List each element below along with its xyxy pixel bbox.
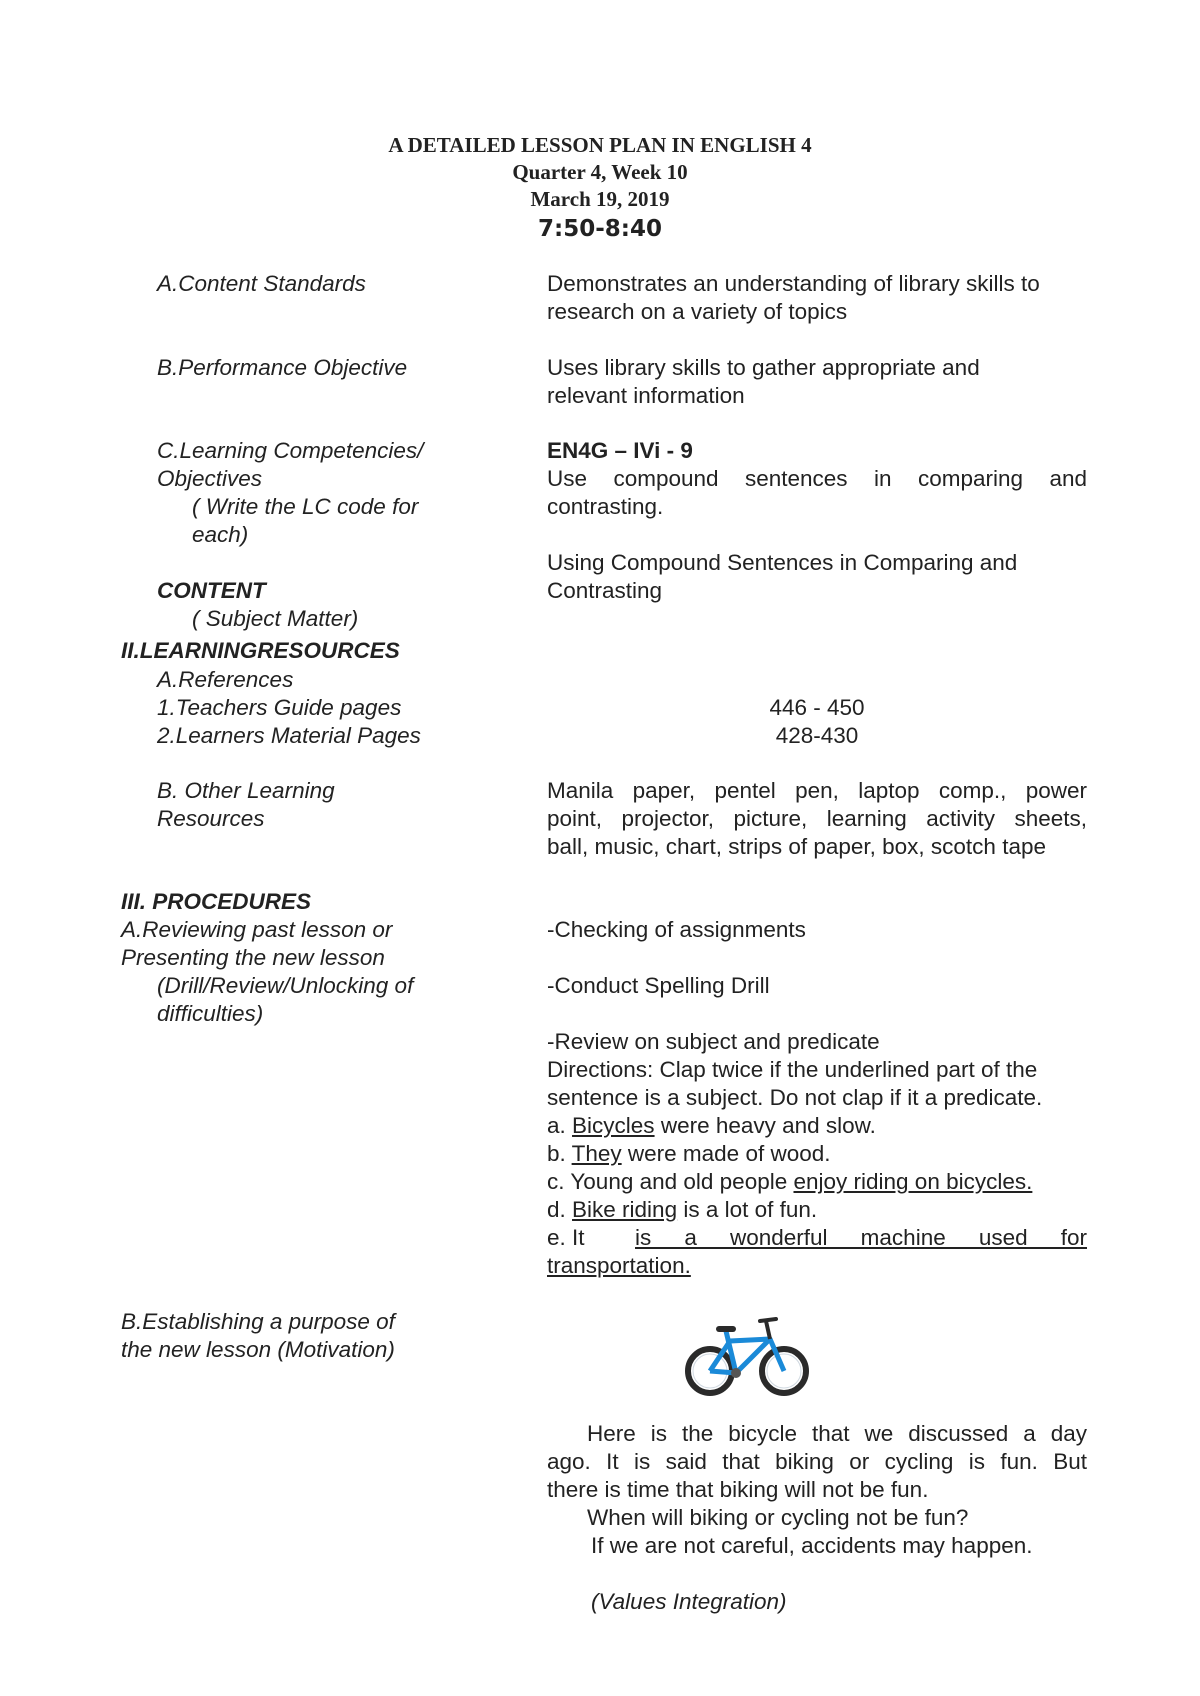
item-underlined: They (571, 1141, 622, 1166)
crank (731, 1368, 741, 1378)
content-text-1: Using Compound Sentences in Comparing and (547, 550, 1018, 575)
other-resources-label-1: B. Other Learning (157, 778, 335, 803)
procedure-a-label-4: difficulties) (157, 1001, 264, 1026)
item-underlined: Bike riding (572, 1197, 678, 1222)
references-label: A.References (157, 667, 294, 692)
competencies-label-4: each) (192, 522, 249, 547)
performance-objective-text-1: Uses library skills to gather appropriate and (547, 355, 980, 380)
competencies-label-1: C.Learning Competencies/ (157, 438, 424, 463)
item-prefix: c. Young and old people (547, 1169, 794, 1194)
item-underlined: Bicycles (572, 1113, 655, 1138)
performance-objective-text-2: relevant information (547, 383, 745, 408)
procedure-a-label-2: Presenting the new lesson (121, 945, 385, 970)
competencies-label-3: ( Write the LC code for (192, 494, 419, 519)
item-rest: is a lot of fun. (677, 1197, 818, 1222)
exercise-item-e (547, 1224, 1087, 1252)
procedure-a-label-3: (Drill/Review/Unlocking of (157, 973, 414, 998)
lesson-plan-title: A DETAILED LESSON PLAN IN ENGLISH 4 (388, 133, 812, 157)
content-label: CONTENT (157, 578, 266, 603)
review-subject-predicate: -Review on subject and predicate (547, 1029, 880, 1054)
teachers-guide-label: 1.Teachers Guide pages (157, 695, 402, 720)
item-prefix: d. (547, 1197, 573, 1222)
lc-code: EN4G – IVi - 9 (547, 438, 693, 463)
bicycle-picture (680, 1313, 814, 1397)
performance-objective-label: B.Performance Objective (157, 355, 408, 380)
competencies-text-1: Use compound sentences in comparing and (547, 466, 1087, 491)
competencies-text-2: contrasting. (547, 494, 664, 519)
item-e-underlined-2: transportation. (547, 1253, 691, 1278)
learning-resources-heading: II.LEARNINGRESOURCES (121, 638, 400, 663)
stem (766, 1321, 770, 1339)
content-standards-text-2: research on a variety of topics (547, 299, 848, 324)
item-rest: were heavy and slow. (654, 1113, 876, 1138)
motivation-text-3: there is time that biking will not be fun. (547, 1477, 929, 1502)
motivation-text-2: ago. It is said that biking or cycling is fun. But (547, 1449, 1087, 1474)
item-rest: were made of wood. (621, 1141, 831, 1166)
quarter-week: Quarter 4, Week 10 (512, 160, 688, 184)
procedure-b-label-1: B.Establishing a purpose of (121, 1309, 395, 1334)
exercise-item-a (547, 1112, 1087, 1140)
content-standards-text-1: Demonstrates an understanding of library skills to (547, 271, 1040, 296)
motivation-question: When will biking or cycling not be fun? (587, 1505, 969, 1530)
other-resources-label-2: Resources (157, 806, 265, 831)
other-resources-text-1: Manila paper, pentel pen, laptop comp., power (547, 778, 1087, 803)
procedures-heading: III. PROCEDURES (121, 889, 312, 914)
motivation-answer: If we are not careful, accidents may happen. (591, 1533, 1033, 1558)
exercise-item-c (547, 1168, 1087, 1196)
item-underlined: enjoy riding on bicycles. (793, 1169, 1033, 1194)
handlebar (760, 1319, 776, 1321)
item-prefix: b. (547, 1141, 572, 1166)
competencies-label-2: Objectives (157, 466, 263, 491)
exercise-item-e-continued (547, 1252, 1087, 1280)
exercise-item-b (547, 1140, 1087, 1168)
checking-assignments: -Checking of assignments (547, 917, 806, 942)
learners-material-label: 2.Learners Material Pages (157, 723, 421, 748)
procedure-a-label-1: A.Reviewing past lesson or (121, 917, 393, 942)
directions-text-2: sentence is a subject. Do not clap if it a predicate. (547, 1085, 1043, 1110)
values-integration: (Values Integration) (591, 1589, 787, 1614)
lesson-time: 7:50-8:40 (538, 216, 662, 242)
directions-text-1: Directions: Clap twice if the underlined part of the (547, 1057, 1038, 1082)
learners-material-pages: 428-430 (775, 723, 859, 748)
saddle (716, 1326, 736, 1332)
lesson-date: March 19, 2019 (530, 187, 670, 211)
content-standards-label: A.Content Standards (157, 271, 366, 296)
other-resources-text-2: point, projector, picture, learning activity sheets, (547, 806, 1087, 831)
teachers-guide-pages: 446 - 450 (769, 695, 865, 720)
exercise-item-d (547, 1196, 1087, 1224)
procedure-b-label-2: the new lesson (Motivation) (121, 1337, 395, 1362)
motivation-text-1: Here is the bicycle that we discussed a day (587, 1421, 1087, 1446)
document-header (0, 132, 1200, 245)
item-e-underlined-1: is a wonderful machine used for (635, 1225, 1087, 1250)
item-prefix: a. (547, 1113, 573, 1138)
subject-matter-label: ( Subject Matter) (192, 606, 359, 631)
other-resources-text-3: ball, music, chart, strips of paper, box, scotch tape (547, 834, 1046, 859)
content-text-2: Contrasting (547, 578, 663, 603)
item-e-prefix: e. It (547, 1225, 585, 1250)
spelling-drill: -Conduct Spelling Drill (547, 973, 770, 998)
